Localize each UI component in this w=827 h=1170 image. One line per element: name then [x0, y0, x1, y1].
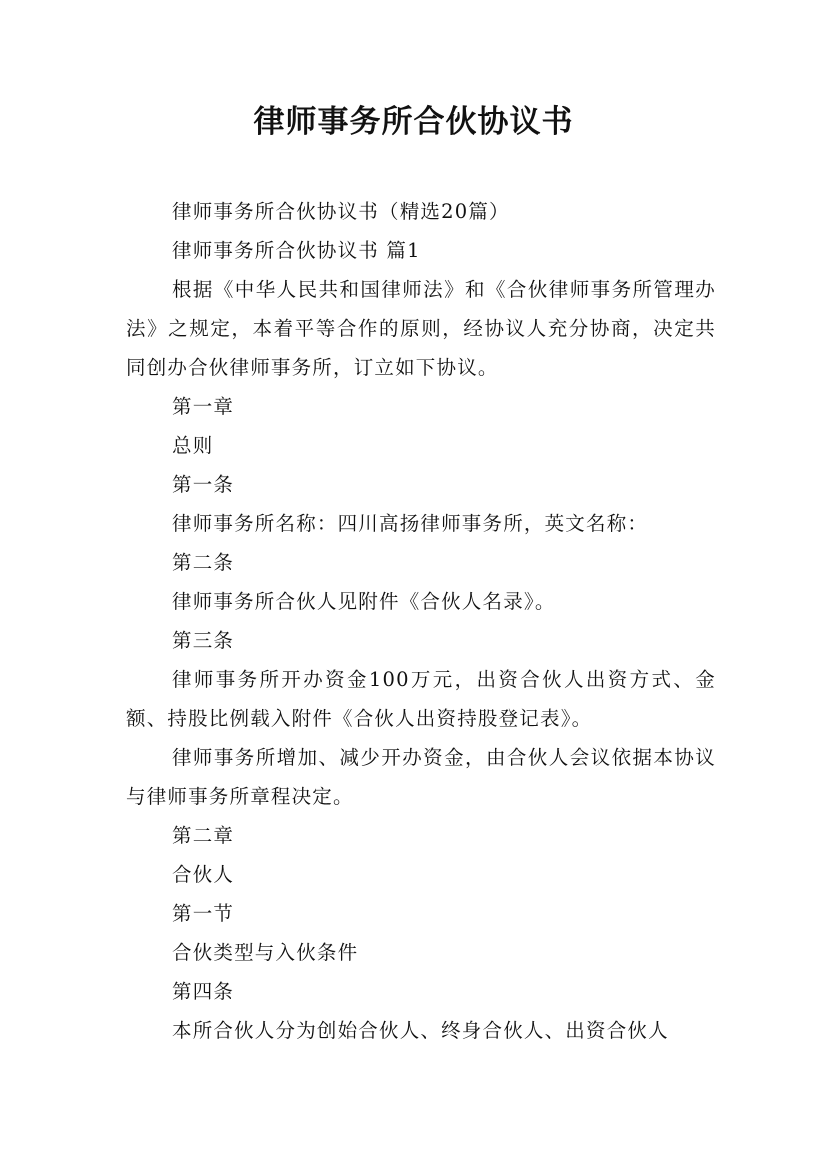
article-heading: 第一条 — [172, 473, 235, 496]
paragraph-subtitle: 律师事务所合伙协议书（精选20篇） — [172, 200, 510, 223]
chapter-title: 合伙人 — [172, 863, 235, 886]
paragraph-text: 本所合伙人分为创始合伙人、终身合伙人、出资合伙人 — [172, 1019, 669, 1042]
document-body — [126, 192, 716, 1050]
article-heading: 第四条 — [172, 980, 235, 1003]
article-heading: 第三条 — [172, 629, 235, 652]
section-title: 合伙类型与入伙条件 — [172, 941, 359, 964]
document-title: 律师事务所合伙协议书 — [253, 104, 574, 140]
paragraph-article-heading: 律师事务所合伙协议书 篇1 — [172, 239, 421, 262]
chapter-heading: 第二章 — [172, 824, 235, 847]
paragraph-text: 律师事务所开办资金100万元，出资合伙人出资方式、金额、持股比例载入附件《合伙人出资持股登记表》。 — [126, 668, 716, 730]
chapter-heading: 第一章 — [172, 395, 235, 418]
paragraph-text: 律师事务所合伙人见附件《合伙人名录》。 — [172, 590, 556, 613]
chapter-title: 总则 — [172, 434, 214, 457]
paragraph-text: 律师事务所名称：四川高扬律师事务所，英文名称： — [172, 512, 649, 535]
article-heading: 第二条 — [172, 551, 235, 574]
paragraph-preamble: 根据《中华人民共和国律师法》和《合伙律师事务所管理办法》之规定，本着平等合作的原则，经协议人充分协商，决定共同创办合伙律师事务所，订立如下协议。 — [126, 278, 716, 379]
section-heading: 第一节 — [172, 902, 235, 925]
paragraph-text: 律师事务所增加、减少开办资金，由合伙人会议依据本协议与律师事务所章程决定。 — [126, 746, 716, 808]
